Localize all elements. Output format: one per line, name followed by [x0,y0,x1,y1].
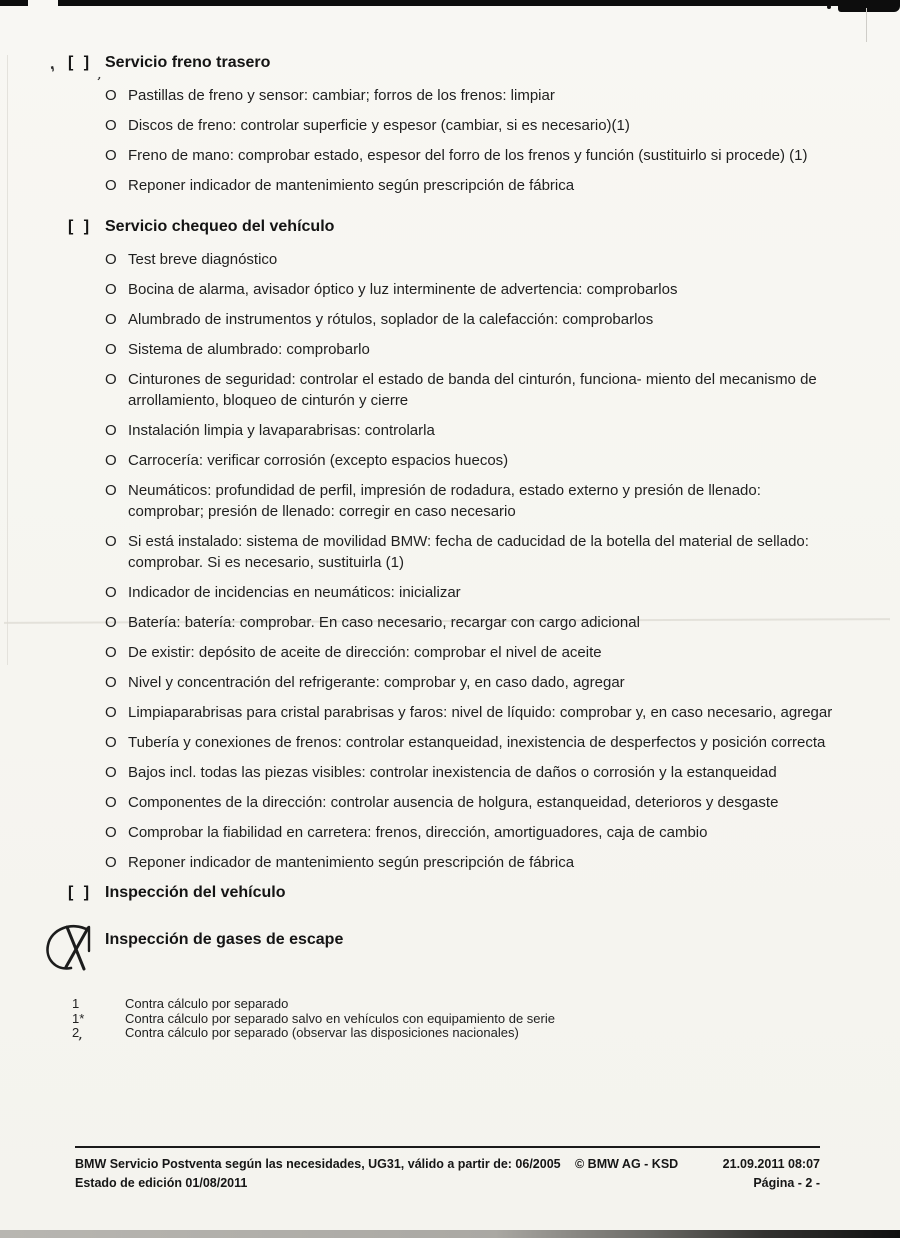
section-heading-inspeccion-vehiculo [68,882,900,903]
page-footer [75,1146,820,1193]
footnote-number: 1* [72,1010,85,1026]
item-text: Pastillas de freno y sensor: cambiar; forros de los frenos: limpiar [128,87,555,104]
footnote-row [72,1012,900,1027]
item-circle-marker: O [105,794,117,811]
item-circle-marker: O [105,87,117,104]
item-circle-marker: O [105,147,117,164]
item-text: Limpiaparabrisas para cristal parabrisas y faros: nivel de líquido: comprobar y, en caso necesario, agregar [128,704,833,721]
checklist-item [105,531,900,573]
checkbox-brackets: [ ] [68,54,93,71]
section-heading-chequeo-vehiculo [68,216,900,237]
item-text: Instalación limpia y lavaparabrisas: controlarla [128,422,435,439]
scan-bottom-edge [0,1230,900,1238]
item-circle-marker: O [105,482,117,499]
section-heading-freno-trasero [68,52,900,73]
checklist-item [105,450,900,471]
footnote-text: Contra cálculo por separado [125,996,289,1011]
handwritten-x-checkmark-icon [42,921,104,982]
item-text: De existir: depósito de aceite de dirección: comprobar el nivel de aceite [128,644,602,661]
item-text: Nivel y concentración del refrigerante: comprobar y, en caso dado, agregar [128,674,625,691]
footnote-text: Contra cálculo por separado salvo en vehículos con equipamiento de serie [125,1010,555,1026]
checklist-item [105,369,900,411]
item-circle-marker: O [105,533,117,550]
checklist-item [105,762,900,783]
checklist-item [105,309,900,330]
checklist-item [105,612,900,633]
item-circle-marker: O [105,371,117,388]
item-circle-marker: O [105,281,117,298]
item-text: Bajos incl. todas las piezas visibles: controlar inexistencia de daños o corrosión y la estanqueidad [128,764,777,781]
item-circle-marker: O [105,117,117,134]
footer-document-info: BMW Servicio Postventa según las necesidades, UG31, válido a partir de: 06/2005 [75,1157,561,1171]
checklist-item [105,175,900,196]
item-circle-marker: O [105,422,117,439]
item-text: Sistema de alumbrado: comprobarlo [128,341,370,358]
checkbox-brackets: [ ] [68,218,93,235]
item-text: Alumbrado de instrumentos y rótulos, soplador de la calefacción: comprobarlos [128,311,654,328]
item-text: Batería: batería: comprobar. En caso necesario, recargar con cargo adicional [128,614,640,631]
section-title: Inspección de gases de escape [105,931,344,948]
item-circle-marker: O [105,824,117,841]
checklist-item [105,279,900,300]
item-circle-marker: O [105,452,117,469]
footer-left-block [75,1155,575,1193]
footer-rule [75,1146,820,1148]
item-text: Cinturones de seguridad: controlar el estado de banda del cinturón, funciona- miento del mecanismo de arrollamiento, bloqueo de cinturón y cierre [128,371,817,409]
item-text: Carrocería: verificar corrosión (excepto espacios huecos) [128,452,509,469]
footer-edition-info: Estado de edición 01/08/2011 [75,1176,248,1190]
checklist-item [105,115,900,136]
item-circle-marker: O [105,341,117,358]
checklist-item [105,249,900,270]
item-circle-marker: O [105,704,117,721]
checklist-item [105,792,900,813]
item-circle-marker: O [105,584,117,601]
item-circle-marker: O [105,764,117,781]
section-title: Servicio freno trasero [105,54,271,71]
page-number: Página - 2 - [753,1176,820,1190]
item-circle-marker: O [105,177,117,194]
item-text: Tubería y conexiones de frenos: controlar estanqueidad, inexistencia de desperfectos y posición correcta [128,734,826,751]
item-circle-marker: O [105,734,117,751]
footer-right-block [705,1155,820,1193]
item-text: Reponer indicador de mantenimiento según prescripción de fábrica [128,177,575,194]
footnote-text: Contra cálculo por separado (observar las disposiciones nacionales) [125,1025,519,1040]
item-text: Bocina de alarma, avisador óptico y luz interminente de advertencia: comprobarlos [128,281,678,298]
item-text: Indicador de incidencias en neumáticos: inicializar [128,584,461,601]
checklist-item [105,582,900,603]
section-heading-gases-escape [0,929,900,971]
footnote-number: 1 [72,996,80,1011]
item-text: Comprobar la fiabilidad en carretera: frenos, dirección, amortiguadores, caja de cambio [128,824,708,841]
item-circle-marker: O [105,614,117,631]
item-text: Neumáticos: profundidad de perfil, impresión de rodadura, estado externo y presión de llenado: comprobar; presión de llenado: corregir en caso necesario [128,482,761,520]
checklist-item [105,85,900,106]
handwritten-tick-mark: , [96,70,106,82]
handwritten-comma-mark: , [46,53,56,74]
checklist-item [105,480,900,522]
checklist-item [105,672,900,693]
item-circle-marker: O [105,251,117,268]
checklist-item [105,420,900,441]
item-text: Si está instalado: sistema de movilidad BMW: fecha de caducidad de la botella del material de sellado: comprobar. Si es necesario, sustituirla (1) [128,533,809,571]
checklist-item [105,339,900,360]
item-text: Discos de freno: controlar superficie y espesor (cambiar, si es necesario)(1) [128,117,630,134]
checklist-item [105,822,900,843]
item-text: Reponer indicador de mantenimiento según prescripción de fábrica [128,854,575,871]
checkbox-brackets: [ ] [68,884,93,901]
footnote-row [72,1026,900,1041]
checklist-item [105,732,900,753]
item-circle-marker: O [105,311,117,328]
handwritten-tick-mark: , [77,1027,87,1043]
checklist-item [105,642,900,663]
footnote-number: 2 [72,1025,80,1040]
checklist [105,249,900,873]
item-circle-marker: O [105,854,117,871]
footer-copyright: © BMW AG - KSD [575,1157,679,1171]
section-title: Inspección del vehículo [105,884,286,901]
item-text: Freno de mano: comprobar estado, espesor del forro de los frenos y función (sustituirlo si procede) (1) [128,147,808,164]
checklist [105,85,900,196]
footnotes [72,997,900,1041]
checklist-item [105,145,900,166]
checklist-item [105,702,900,723]
section-title: Servicio chequeo del vehículo [105,218,335,235]
item-circle-marker: O [105,674,117,691]
item-circle-marker: O [105,644,117,661]
item-text: Componentes de la dirección: controlar ausencia de holgura, estanqueidad, deterioros y desgaste [128,794,779,811]
footnote-row [72,997,900,1012]
print-datetime: 21.09.2011 08:07 [722,1157,820,1171]
item-text: Test breve diagnóstico [128,251,278,268]
checklist-item [105,852,900,873]
